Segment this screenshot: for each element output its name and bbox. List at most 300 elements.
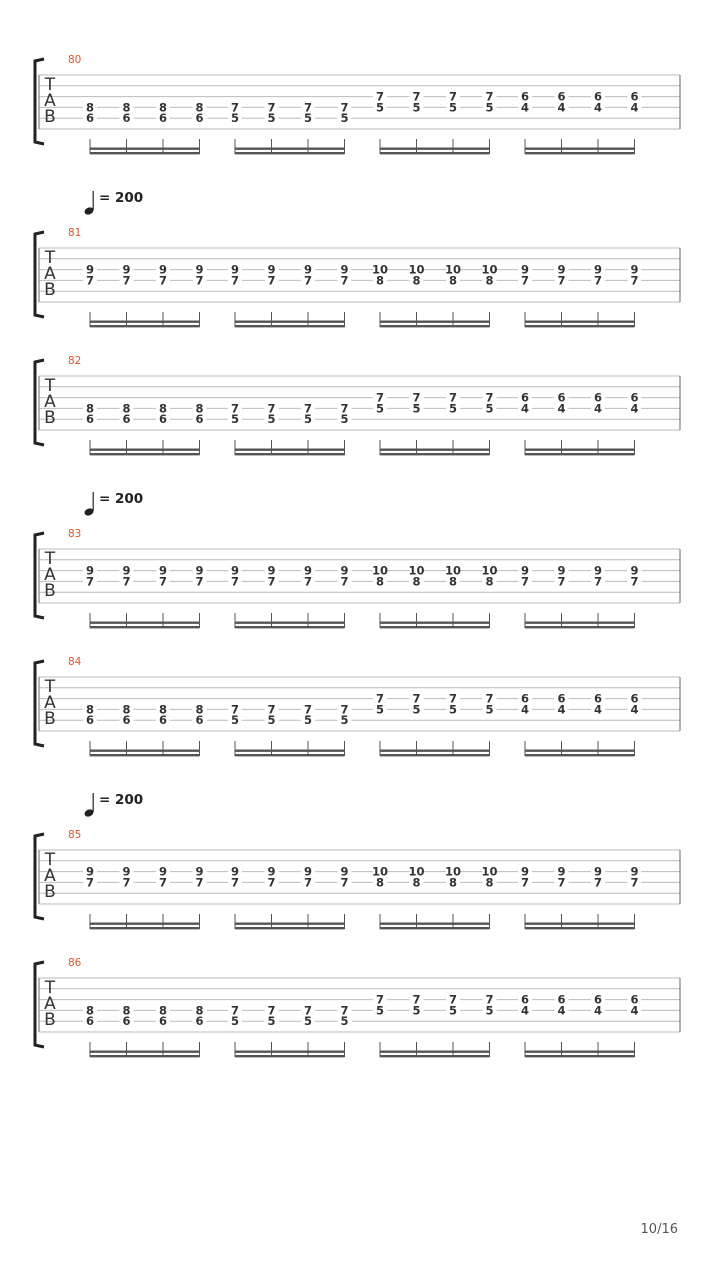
beam bbox=[380, 321, 490, 323]
fret-number: 10 bbox=[481, 864, 498, 879]
fret-number: 8 bbox=[158, 401, 168, 416]
fret-number: 5 bbox=[375, 1003, 385, 1018]
fret-number: 6 bbox=[593, 89, 603, 104]
beam bbox=[235, 325, 345, 327]
beam bbox=[235, 449, 345, 451]
beam bbox=[90, 927, 200, 929]
tempo-marking: = 200 bbox=[99, 190, 144, 206]
fret-number: 8 bbox=[448, 574, 458, 589]
tab-clef-letter: T bbox=[44, 677, 56, 697]
fret-number: 9 bbox=[85, 864, 95, 879]
fret-number: 5 bbox=[375, 100, 385, 115]
fret-number: 6 bbox=[85, 713, 95, 728]
tab-clef-letter: A bbox=[44, 994, 56, 1014]
fret-number: 7 bbox=[520, 574, 530, 589]
fret-number: 7 bbox=[485, 390, 494, 405]
fret-number: 9 bbox=[340, 563, 349, 578]
fret-number: 10 bbox=[444, 864, 462, 879]
fret-number: 8 bbox=[158, 702, 168, 717]
fret-number: 5 bbox=[485, 702, 494, 717]
fret-number: 6 bbox=[630, 89, 639, 104]
beam bbox=[90, 152, 200, 154]
fret-number: 8 bbox=[122, 100, 131, 115]
fret-number: 4 bbox=[520, 401, 530, 416]
fret-number: 9 bbox=[195, 563, 204, 578]
beam bbox=[380, 453, 490, 455]
beam bbox=[525, 622, 635, 624]
fret-number: 4 bbox=[520, 1003, 530, 1018]
fret-number: 6 bbox=[557, 390, 566, 405]
beam bbox=[525, 449, 635, 451]
tab-clef-letter: T bbox=[44, 850, 56, 870]
fret-number: 9 bbox=[267, 262, 276, 277]
fret-number: 10 bbox=[481, 563, 498, 578]
fret-number: 4 bbox=[557, 401, 566, 416]
fret-number: 7 bbox=[485, 89, 494, 104]
fret-number: 9 bbox=[520, 864, 530, 879]
beam bbox=[380, 626, 490, 628]
fret-number: 7 bbox=[630, 875, 639, 890]
tab-clef-letter: B bbox=[44, 581, 56, 601]
beam bbox=[525, 626, 635, 628]
beam bbox=[525, 754, 635, 756]
fret-number: 6 bbox=[593, 992, 603, 1007]
fret-number: 6 bbox=[158, 111, 168, 126]
fret-number: 8 bbox=[485, 875, 494, 890]
fret-number: 4 bbox=[593, 1003, 603, 1018]
fret-number: 7 bbox=[230, 100, 240, 115]
fret-number: 7 bbox=[340, 100, 349, 115]
fret-number: 6 bbox=[520, 691, 530, 706]
tab-clef-letter: A bbox=[44, 565, 56, 585]
tab-clef-letter: B bbox=[44, 709, 56, 729]
fret-number: 6 bbox=[122, 111, 131, 126]
fret-number: 5 bbox=[340, 713, 349, 728]
fret-number: 6 bbox=[520, 992, 530, 1007]
tab-system bbox=[35, 656, 680, 756]
fret-number: 7 bbox=[230, 574, 240, 589]
fret-number: 7 bbox=[557, 875, 566, 890]
fret-number: 5 bbox=[303, 111, 313, 126]
fret-number: 8 bbox=[195, 401, 204, 416]
fret-number: 7 bbox=[448, 390, 458, 405]
tab-clef-letter: B bbox=[44, 107, 56, 127]
fret-number: 6 bbox=[85, 1014, 95, 1029]
fret-number: 5 bbox=[412, 1003, 421, 1018]
fret-number: 7 bbox=[195, 574, 204, 589]
beam bbox=[380, 325, 490, 327]
beam bbox=[235, 750, 345, 752]
beam bbox=[525, 453, 635, 455]
fret-number: 6 bbox=[520, 89, 530, 104]
fret-number: 4 bbox=[557, 100, 566, 115]
beam bbox=[525, 1055, 635, 1057]
fret-number: 8 bbox=[85, 100, 95, 115]
fret-number: 7 bbox=[630, 273, 639, 288]
beam bbox=[380, 622, 490, 624]
fret-number: 7 bbox=[340, 1003, 349, 1018]
fret-number: 4 bbox=[520, 100, 530, 115]
fret-number: 7 bbox=[303, 574, 313, 589]
fret-number: 6 bbox=[85, 412, 95, 427]
fret-number: 7 bbox=[85, 273, 95, 288]
fret-number: 5 bbox=[230, 1014, 240, 1029]
fret-number: 7 bbox=[412, 691, 421, 706]
fret-number: 10 bbox=[444, 262, 462, 277]
fret-number: 4 bbox=[630, 100, 639, 115]
tab-clef-letter: A bbox=[44, 866, 56, 886]
fret-number: 7 bbox=[267, 702, 276, 717]
fret-number: 9 bbox=[85, 563, 95, 578]
fret-number: 6 bbox=[630, 992, 639, 1007]
beam bbox=[235, 148, 345, 150]
fret-number: 7 bbox=[340, 273, 349, 288]
tab-system bbox=[35, 190, 680, 327]
fret-number: 7 bbox=[303, 1003, 313, 1018]
fret-number: 7 bbox=[230, 401, 240, 416]
fret-number: 9 bbox=[630, 262, 639, 277]
tab-system bbox=[35, 54, 680, 154]
fret-number: 7 bbox=[158, 875, 168, 890]
fret-number: 4 bbox=[593, 702, 603, 717]
beam bbox=[90, 453, 200, 455]
beam bbox=[525, 325, 635, 327]
tab-system bbox=[35, 957, 680, 1057]
fret-number: 7 bbox=[448, 691, 458, 706]
fret-number: 9 bbox=[557, 864, 566, 879]
fret-number: 6 bbox=[630, 390, 639, 405]
beam bbox=[380, 449, 490, 451]
fret-number: 7 bbox=[340, 401, 349, 416]
fret-number: 9 bbox=[122, 864, 131, 879]
fret-number: 7 bbox=[230, 702, 240, 717]
fret-number: 6 bbox=[122, 713, 131, 728]
fret-number: 9 bbox=[593, 262, 603, 277]
fret-number: 7 bbox=[448, 89, 458, 104]
beam bbox=[90, 1051, 200, 1053]
measure-number: 80 bbox=[68, 54, 82, 66]
fret-number: 9 bbox=[195, 262, 204, 277]
beam bbox=[525, 923, 635, 925]
fret-number: 4 bbox=[630, 1003, 639, 1018]
tab-clef-letter: T bbox=[44, 248, 56, 268]
fret-number: 8 bbox=[485, 273, 494, 288]
fret-number: 8 bbox=[195, 100, 204, 115]
page-number: 10/16 bbox=[640, 1222, 678, 1237]
beam bbox=[90, 449, 200, 451]
fret-number: 8 bbox=[158, 1003, 168, 1018]
fret-number: 7 bbox=[195, 273, 204, 288]
fret-number: 7 bbox=[267, 1003, 276, 1018]
fret-number: 7 bbox=[375, 691, 385, 706]
fret-number: 9 bbox=[593, 864, 603, 879]
fret-number: 5 bbox=[303, 412, 313, 427]
fret-number: 10 bbox=[371, 864, 389, 879]
fret-number: 10 bbox=[408, 262, 425, 277]
fret-number: 7 bbox=[340, 702, 349, 717]
fret-number: 7 bbox=[485, 992, 494, 1007]
tab-clef-letter: B bbox=[44, 280, 56, 300]
fret-number: 9 bbox=[557, 563, 566, 578]
fret-number: 7 bbox=[267, 574, 276, 589]
fret-number: 5 bbox=[267, 1014, 276, 1029]
fret-number: 9 bbox=[520, 262, 530, 277]
fret-number: 8 bbox=[412, 875, 421, 890]
fret-number: 9 bbox=[340, 864, 349, 879]
beam bbox=[525, 750, 635, 752]
fret-number: 9 bbox=[557, 262, 566, 277]
fret-number: 5 bbox=[340, 111, 349, 126]
fret-number: 8 bbox=[448, 875, 458, 890]
fret-number: 6 bbox=[122, 412, 131, 427]
beam bbox=[90, 626, 200, 628]
fret-number: 9 bbox=[122, 262, 131, 277]
fret-number: 6 bbox=[122, 1014, 131, 1029]
beam bbox=[525, 152, 635, 154]
fret-number: 5 bbox=[485, 100, 494, 115]
fret-number: 4 bbox=[520, 702, 530, 717]
measure-number: 81 bbox=[68, 227, 82, 239]
fret-number: 6 bbox=[195, 412, 204, 427]
fret-number: 8 bbox=[85, 401, 95, 416]
fret-number: 10 bbox=[371, 262, 389, 277]
fret-number: 7 bbox=[593, 273, 603, 288]
fret-number: 7 bbox=[593, 875, 603, 890]
tab-clef-letter: T bbox=[44, 978, 56, 998]
beam bbox=[380, 927, 490, 929]
tab-system bbox=[35, 355, 680, 455]
beam bbox=[380, 152, 490, 154]
fret-number: 6 bbox=[158, 713, 168, 728]
fret-number: 5 bbox=[485, 1003, 494, 1018]
fret-number: 5 bbox=[412, 100, 421, 115]
fret-number: 7 bbox=[158, 273, 168, 288]
fret-number: 8 bbox=[85, 1003, 95, 1018]
measure-number: 83 bbox=[68, 528, 82, 540]
fret-number: 7 bbox=[303, 100, 313, 115]
fret-number: 5 bbox=[267, 412, 276, 427]
beam bbox=[380, 754, 490, 756]
fret-number: 7 bbox=[340, 875, 349, 890]
fret-number: 7 bbox=[485, 691, 494, 706]
beam bbox=[90, 622, 200, 624]
fret-number: 8 bbox=[375, 875, 385, 890]
beam bbox=[525, 927, 635, 929]
measure-number: 86 bbox=[68, 957, 82, 969]
fret-number: 7 bbox=[267, 273, 276, 288]
fret-number: 5 bbox=[412, 702, 421, 717]
fret-number: 10 bbox=[444, 563, 462, 578]
fret-number: 9 bbox=[520, 563, 530, 578]
fret-number: 6 bbox=[557, 691, 566, 706]
fret-number: 8 bbox=[412, 574, 421, 589]
fret-number: 7 bbox=[85, 574, 95, 589]
beam bbox=[380, 1051, 490, 1053]
beam bbox=[525, 148, 635, 150]
fret-number: 5 bbox=[448, 702, 458, 717]
measure-number: 82 bbox=[68, 355, 82, 367]
beam bbox=[235, 152, 345, 154]
beam bbox=[380, 1055, 490, 1057]
beam bbox=[235, 927, 345, 929]
beam bbox=[235, 1055, 345, 1057]
fret-number: 7 bbox=[412, 992, 421, 1007]
fret-number: 7 bbox=[85, 875, 95, 890]
fret-number: 6 bbox=[85, 111, 95, 126]
fret-number: 8 bbox=[485, 574, 494, 589]
beam bbox=[90, 1055, 200, 1057]
beam bbox=[380, 148, 490, 150]
fret-number: 9 bbox=[195, 864, 204, 879]
fret-number: 8 bbox=[122, 1003, 131, 1018]
fret-number: 6 bbox=[593, 390, 603, 405]
fret-number: 4 bbox=[557, 702, 566, 717]
fret-number: 8 bbox=[85, 702, 95, 717]
fret-number: 9 bbox=[303, 864, 313, 879]
fret-number: 7 bbox=[375, 992, 385, 1007]
fret-number: 5 bbox=[340, 1014, 349, 1029]
beam bbox=[235, 1051, 345, 1053]
fret-number: 7 bbox=[230, 1003, 240, 1018]
fret-number: 10 bbox=[408, 864, 425, 879]
fret-number: 7 bbox=[557, 574, 566, 589]
fret-number: 6 bbox=[158, 412, 168, 427]
fret-number: 9 bbox=[230, 864, 240, 879]
fret-number: 9 bbox=[158, 262, 168, 277]
fret-number: 5 bbox=[375, 702, 385, 717]
fret-number: 4 bbox=[630, 702, 639, 717]
fret-number: 4 bbox=[630, 401, 639, 416]
fret-number: 9 bbox=[303, 563, 313, 578]
beam bbox=[90, 754, 200, 756]
beam bbox=[380, 750, 490, 752]
fret-number: 7 bbox=[412, 89, 421, 104]
fret-number: 8 bbox=[195, 702, 204, 717]
fret-number: 5 bbox=[375, 401, 385, 416]
fret-number: 8 bbox=[448, 273, 458, 288]
tab-clef-letter: B bbox=[44, 882, 56, 902]
fret-number: 7 bbox=[557, 273, 566, 288]
beam bbox=[235, 626, 345, 628]
tab-clef-letter: T bbox=[44, 75, 56, 95]
fret-number: 6 bbox=[195, 111, 204, 126]
fret-number: 8 bbox=[122, 702, 131, 717]
fret-number: 5 bbox=[267, 111, 276, 126]
fret-number: 9 bbox=[158, 864, 168, 879]
fret-number: 6 bbox=[557, 992, 566, 1007]
fret-number: 7 bbox=[267, 875, 276, 890]
fret-number: 5 bbox=[267, 713, 276, 728]
fret-number: 5 bbox=[448, 401, 458, 416]
fret-number: 7 bbox=[593, 574, 603, 589]
tab-system bbox=[35, 491, 680, 628]
fret-number: 7 bbox=[448, 992, 458, 1007]
fret-number: 8 bbox=[195, 1003, 204, 1018]
fret-number: 4 bbox=[593, 100, 603, 115]
beam bbox=[380, 923, 490, 925]
tab-clef-letter: A bbox=[44, 392, 56, 412]
fret-number: 7 bbox=[303, 875, 313, 890]
fret-number: 6 bbox=[630, 691, 639, 706]
fret-number: 9 bbox=[230, 563, 240, 578]
beam bbox=[525, 1051, 635, 1053]
fret-number: 7 bbox=[230, 875, 240, 890]
beam bbox=[525, 321, 635, 323]
beam bbox=[90, 325, 200, 327]
fret-number: 5 bbox=[303, 1014, 313, 1029]
tab-clef-letter: B bbox=[44, 408, 56, 428]
fret-number: 9 bbox=[630, 563, 639, 578]
beam bbox=[235, 923, 345, 925]
beam bbox=[235, 622, 345, 624]
fret-number: 10 bbox=[481, 262, 498, 277]
fret-number: 8 bbox=[375, 574, 385, 589]
fret-number: 7 bbox=[303, 273, 313, 288]
fret-number: 5 bbox=[303, 713, 313, 728]
fret-number: 8 bbox=[122, 401, 131, 416]
fret-number: 5 bbox=[448, 1003, 458, 1018]
fret-number: 7 bbox=[303, 401, 313, 416]
fret-number: 5 bbox=[230, 412, 240, 427]
fret-number: 6 bbox=[158, 1014, 168, 1029]
fret-number: 7 bbox=[122, 574, 131, 589]
tempo-marking: = 200 bbox=[99, 792, 144, 808]
tab-clef-letter: A bbox=[44, 693, 56, 713]
fret-number: 9 bbox=[340, 262, 349, 277]
fret-number: 7 bbox=[195, 875, 204, 890]
tab-clef-letter: A bbox=[44, 264, 56, 284]
tab-clef-letter: T bbox=[44, 376, 56, 396]
fret-number: 8 bbox=[412, 273, 421, 288]
tab-clef-letter: A bbox=[44, 91, 56, 111]
fret-number: 4 bbox=[557, 1003, 566, 1018]
fret-number: 7 bbox=[267, 100, 276, 115]
fret-number: 7 bbox=[158, 574, 168, 589]
fret-number: 5 bbox=[230, 111, 240, 126]
fret-number: 5 bbox=[448, 100, 458, 115]
fret-number: 7 bbox=[122, 875, 131, 890]
fret-number: 9 bbox=[122, 563, 131, 578]
tab-clef-letter: T bbox=[44, 549, 56, 569]
fret-number: 6 bbox=[557, 89, 566, 104]
fret-number: 9 bbox=[267, 563, 276, 578]
beam bbox=[90, 321, 200, 323]
fret-number: 7 bbox=[375, 390, 385, 405]
fret-number: 5 bbox=[485, 401, 494, 416]
fret-number: 9 bbox=[630, 864, 639, 879]
fret-number: 7 bbox=[520, 875, 530, 890]
beam bbox=[90, 923, 200, 925]
fret-number: 6 bbox=[195, 713, 204, 728]
fret-number: 7 bbox=[340, 574, 349, 589]
fret-number: 6 bbox=[195, 1014, 204, 1029]
fret-number: 7 bbox=[230, 273, 240, 288]
measure-number: 84 bbox=[68, 656, 82, 668]
tab-system bbox=[35, 792, 680, 929]
beam bbox=[235, 321, 345, 323]
fret-number: 10 bbox=[408, 563, 425, 578]
tempo-marking: = 200 bbox=[99, 491, 144, 507]
fret-number: 9 bbox=[267, 864, 276, 879]
fret-number: 7 bbox=[630, 574, 639, 589]
fret-number: 5 bbox=[340, 412, 349, 427]
fret-number: 9 bbox=[593, 563, 603, 578]
beam bbox=[235, 754, 345, 756]
beam bbox=[235, 453, 345, 455]
fret-number: 7 bbox=[267, 401, 276, 416]
fret-number: 10 bbox=[371, 563, 389, 578]
fret-number: 6 bbox=[593, 691, 603, 706]
